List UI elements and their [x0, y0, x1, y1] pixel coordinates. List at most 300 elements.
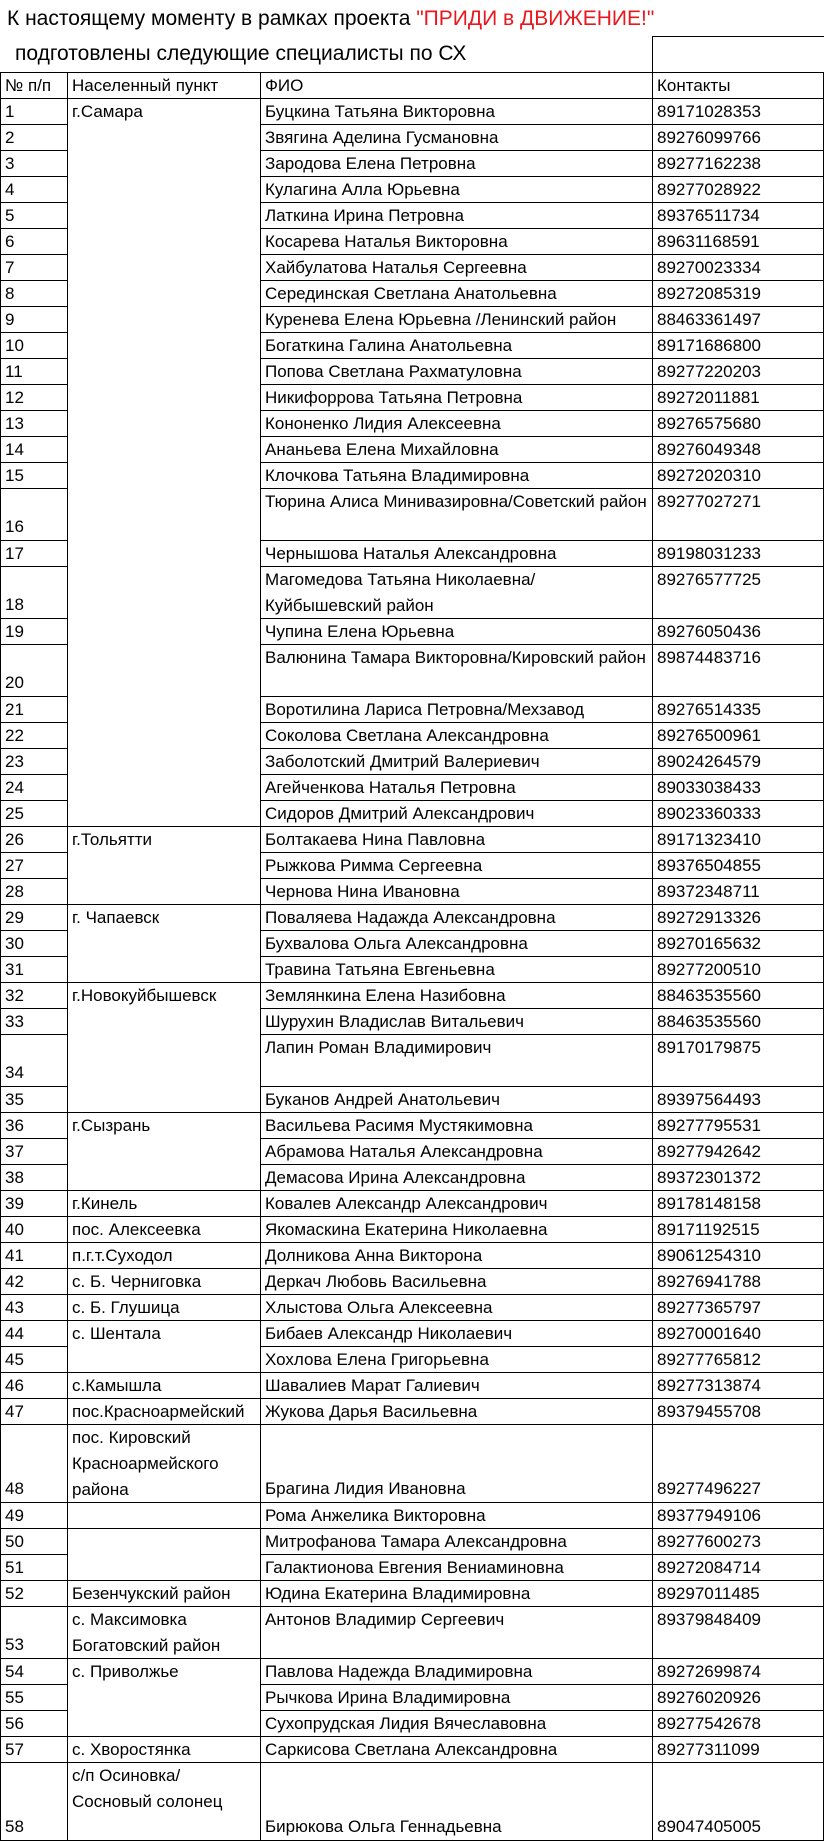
cell-name[interactable]: Соколова Светлана Александровна — [265, 726, 549, 745]
cell-name[interactable]: Бирюкова Ольга Геннадьевна — [265, 1817, 502, 1836]
cell-phone[interactable]: 89270023334 — [657, 258, 762, 277]
cell-phone[interactable]: 89874483716 — [657, 648, 762, 667]
table-row — [0, 1554, 824, 1580]
table-row — [0, 436, 824, 462]
cell-name[interactable]: Латкина Ирина Петровна — [265, 206, 464, 225]
cell-place[interactable] — [67, 878, 260, 904]
cell-phone[interactable]: 89171686800 — [657, 336, 762, 355]
cell-num[interactable]: 23 — [5, 752, 24, 771]
cell-name[interactable]: Звягина Аделина Гусмановна — [265, 128, 499, 147]
cell-name[interactable]: Тюрина Алиса Минивазировна/Советский район — [265, 492, 647, 511]
cell-num[interactable]: 4 — [5, 180, 15, 199]
cell-phone[interactable]: 89372348711 — [657, 882, 760, 901]
cell-num[interactable]: 20 — [5, 673, 24, 692]
h-gridline — [0, 1398, 67, 1399]
cell-num[interactable]: 46 — [5, 1376, 24, 1395]
cell-num[interactable]: 56 — [5, 1714, 24, 1733]
cell-name[interactable]: Жукова Дарья Васильевна — [265, 1402, 478, 1421]
cell-name[interactable]: Якомаскина Екатерина Николаевна — [265, 1220, 548, 1239]
cell-place[interactable] — [67, 462, 260, 488]
cell-phone[interactable]: 89277028922 — [657, 180, 762, 199]
title-cell[interactable] — [0, 0, 824, 36]
cell-phone[interactable]: 89277600273 — [657, 1532, 762, 1551]
h-gridline — [652, 36, 824, 37]
cell-num[interactable]: 27 — [5, 856, 24, 875]
cell-name[interactable]: Хохлова Елена Григорьевна — [265, 1350, 489, 1369]
cell-name[interactable]: Васильева Расимя Мустякимовна — [265, 1116, 533, 1135]
cell-place[interactable] — [67, 254, 260, 280]
cell-place[interactable] — [67, 1684, 260, 1710]
cell-phone[interactable]: 89272011881 — [657, 388, 760, 407]
table-row — [0, 748, 824, 774]
cell-name[interactable]: Воротилина Лариса Петровна/Мехзавод — [265, 700, 585, 719]
h-gridline — [0, 1554, 67, 1555]
cell-phone[interactable]: 89276020926 — [657, 1688, 762, 1707]
cell-num[interactable]: 37 — [5, 1142, 24, 1161]
h-gridline — [260, 1398, 824, 1399]
cell-place[interactable]: г.Самара — [72, 102, 143, 121]
cell-name[interactable]: Лапин Роман Владимирович — [265, 1038, 492, 1057]
h-gridline — [0, 1164, 67, 1165]
table-row — [0, 124, 824, 150]
cell-phone[interactable]: 89023360333 — [657, 804, 762, 823]
cell-num[interactable]: 25 — [5, 804, 24, 823]
cell-name[interactable]: Демасова Ирина Александровна — [265, 1168, 526, 1187]
cell-num[interactable]: 19 — [5, 622, 24, 641]
cell-num[interactable]: 28 — [5, 882, 24, 901]
cell-place[interactable]: г.Тольятти — [72, 830, 153, 849]
cell-place[interactable] — [67, 436, 260, 462]
cell-place[interactable] — [67, 852, 260, 878]
h-gridline — [260, 436, 824, 437]
cell-num[interactable]: 49 — [5, 1506, 24, 1525]
cell-phone[interactable]: 89033038433 — [657, 778, 762, 797]
cell-place[interactable] — [67, 956, 260, 982]
v-gridline — [260, 72, 261, 1840]
h-gridline — [0, 956, 67, 957]
cell-place[interactable]: с.Камышла — [72, 1376, 162, 1395]
cell-num[interactable]: 9 — [5, 310, 15, 329]
cell-num[interactable]: 30 — [5, 934, 24, 953]
h-gridline — [0, 72, 824, 73]
cell-name[interactable]: Буканов Андрей Анатольевич — [265, 1090, 501, 1109]
cell-phone[interactable]: 89272085319 — [657, 284, 762, 303]
cell-phone[interactable]: 89631168591 — [657, 232, 760, 251]
table-row — [0, 956, 824, 982]
cell-phone[interactable]: 88463535560 — [657, 986, 762, 1005]
cell-name[interactable]: Косарева Наталья Викторовна — [265, 232, 508, 251]
cell-place[interactable]: Безенчукский район — [72, 1584, 231, 1603]
cell-phone[interactable]: 89276050436 — [657, 622, 762, 641]
cell-name[interactable]: Землянкина Елена Назибовна — [265, 986, 506, 1005]
cell-num[interactable]: 29 — [5, 908, 24, 927]
cell-phone[interactable]: 89272084714 — [657, 1558, 762, 1577]
cell-place[interactable]: п.г.т.Суходол — [72, 1246, 173, 1265]
cell-phone[interactable]: 89171323410 — [657, 830, 762, 849]
cell-place[interactable]: г.Сызрань — [72, 1116, 151, 1135]
cell-num[interactable]: 34 — [5, 1063, 24, 1082]
cell-num[interactable]: 54 — [5, 1662, 24, 1681]
cell-name[interactable]: Магомедова Татьяна Николаевна/Куйбышевский район — [265, 570, 536, 615]
cell-name[interactable]: Болтакаева Нина Павловна — [265, 830, 486, 849]
cell-phone[interactable]: 89277200510 — [657, 960, 762, 979]
h-gridline — [260, 774, 824, 775]
cell-name[interactable]: Рычкова Ирина Владимировна — [265, 1688, 511, 1707]
h-gridline — [0, 774, 67, 775]
cell-place[interactable]: с. Хворостянка — [72, 1740, 191, 1759]
table-row — [0, 1164, 824, 1190]
cell-phone[interactable]: 89198031233 — [657, 544, 762, 563]
cell-name[interactable]: Бибаев Александр Николаевич — [265, 1324, 513, 1343]
cell-phone[interactable]: 89272699874 — [657, 1662, 762, 1681]
cell-num[interactable]: 55 — [5, 1688, 24, 1707]
cell-name[interactable]: Валюнина Тамара Викторовна/Кировский район — [265, 648, 646, 667]
cell-phone[interactable]: 89276049348 — [657, 440, 762, 459]
cell-num[interactable]: 52 — [5, 1584, 24, 1603]
cell-name[interactable]: Богаткина Галина Анатольевна — [265, 336, 513, 355]
cell-name[interactable]: Юдина Екатерина Владимировна — [265, 1584, 531, 1603]
cell-num[interactable]: 33 — [5, 1012, 24, 1031]
cell-phone[interactable]: 89277313874 — [657, 1376, 762, 1395]
cell-num[interactable]: 42 — [5, 1272, 24, 1291]
cell-num[interactable]: 26 — [5, 830, 24, 849]
h-gridline — [67, 1216, 260, 1217]
table-row — [0, 1190, 824, 1216]
cell-phone[interactable]: 89377949106 — [657, 1506, 762, 1525]
cell-place[interactable] — [67, 930, 260, 956]
h-gridline — [0, 1502, 67, 1503]
cell-place[interactable] — [67, 800, 260, 826]
cell-num[interactable]: 35 — [5, 1090, 24, 1109]
table-row — [0, 644, 824, 696]
cell-phone[interactable]: 89171028353 — [657, 102, 762, 121]
cell-name[interactable]: Абрамова Наталья Александровна — [265, 1142, 543, 1161]
cell-num[interactable]: 3 — [5, 154, 15, 173]
cell-name[interactable]: Шурухин Владислав Витальевич — [265, 1012, 525, 1031]
cell-place[interactable] — [67, 202, 260, 228]
cell-num[interactable]: 24 — [5, 778, 24, 797]
cell-phone[interactable]: 89379455708 — [657, 1402, 762, 1421]
cell-place[interactable]: с. Б. Глушица — [72, 1298, 180, 1317]
cell-place[interactable] — [67, 1710, 260, 1736]
cell-name[interactable]: Рома Анжелика Викторовна — [265, 1506, 486, 1525]
cell-name[interactable]: Сухопрудская Лидия Вячеславовна — [265, 1714, 547, 1733]
cell-phone[interactable]: 89276941788 — [657, 1272, 762, 1291]
h-gridline — [260, 956, 824, 957]
cell-place[interactable] — [67, 1502, 260, 1528]
cell-num[interactable]: 22 — [5, 726, 24, 745]
col-header-place[interactable]: Населенный пункт — [72, 76, 219, 95]
col-header-name[interactable]: ФИО — [265, 76, 304, 95]
cell-name[interactable]: Чупина Елена Юрьевна — [265, 622, 455, 641]
cell-name[interactable]: Долникова Анна Викторона — [265, 1246, 483, 1265]
cell-num[interactable]: 40 — [5, 1220, 24, 1239]
cell-place[interactable] — [67, 566, 260, 618]
cell-phone[interactable]: 89270165632 — [657, 934, 762, 953]
cell-phone[interactable]: 89277795531 — [657, 1116, 762, 1135]
h-gridline — [0, 202, 67, 203]
cell-name[interactable]: Буцкина Татьяна Викторовна — [265, 102, 495, 121]
h-gridline — [0, 904, 67, 905]
table-row — [0, 878, 824, 904]
cell-phone[interactable]: 89277942642 — [657, 1142, 762, 1161]
cell-place[interactable]: пос. Кировский Красноармейского района — [72, 1428, 219, 1499]
cell-num[interactable]: 1 — [5, 102, 15, 121]
cell-place[interactable] — [67, 228, 260, 254]
h-gridline — [260, 488, 824, 489]
cell-num[interactable]: 38 — [5, 1168, 24, 1187]
h-gridline — [0, 1320, 67, 1321]
cell-num[interactable]: 17 — [5, 544, 24, 563]
table-row — [0, 1112, 824, 1138]
table-row — [0, 1762, 824, 1840]
cell-place[interactable] — [67, 150, 260, 176]
cell-name[interactable]: Сидоров Дмитрий Александрович — [265, 804, 535, 823]
cell-num[interactable]: 57 — [5, 1740, 24, 1759]
cell-name[interactable]: Кулагина Алла Юрьевна — [265, 180, 460, 199]
h-gridline — [0, 124, 67, 125]
cell-name[interactable]: Шавалиев Марат Галиевич — [265, 1376, 480, 1395]
cell-num[interactable]: 50 — [5, 1532, 24, 1551]
cell-name[interactable]: Брагина Лидия Ивановна — [265, 1479, 466, 1498]
cell-name[interactable]: Галактионова Евгения Вениаминовна — [265, 1558, 564, 1577]
cell-phone[interactable]: 89376511734 — [657, 206, 760, 225]
cell-num[interactable]: 43 — [5, 1298, 24, 1317]
cell-place[interactable] — [67, 696, 260, 722]
cell-num[interactable]: 44 — [5, 1324, 24, 1343]
cell-name[interactable]: Попова Светлана Рахматуловна — [265, 362, 522, 381]
cell-phone[interactable]: 89276514335 — [657, 700, 762, 719]
cell-place[interactable] — [67, 410, 260, 436]
cell-num[interactable]: 31 — [5, 960, 24, 979]
col-header-contacts[interactable]: Контакты — [657, 76, 731, 95]
cell-num[interactable]: 53 — [5, 1635, 24, 1654]
cell-place[interactable]: пос. Алексеевка — [72, 1220, 201, 1239]
cell-num[interactable]: 51 — [5, 1558, 24, 1577]
h-gridline — [0, 1294, 67, 1295]
cell-num[interactable]: 45 — [5, 1350, 24, 1369]
h-gridline — [0, 1190, 67, 1191]
cell-num[interactable]: 58 — [5, 1817, 24, 1836]
subtitle-cell[interactable]: подготовлены следующие специалисты по СХ — [15, 42, 467, 65]
cell-name[interactable]: Чернова Нина Ивановна — [265, 882, 460, 901]
cell-num[interactable]: 14 — [5, 440, 24, 459]
cell-num[interactable]: 13 — [5, 414, 24, 433]
cell-num[interactable]: 21 — [5, 700, 24, 719]
cell-place[interactable]: с/п Осиновка/Сосновый солонец — [72, 1766, 223, 1811]
cell-name[interactable]: Кононенко Лидия Алексеевна — [265, 414, 501, 433]
cell-place[interactable] — [67, 1164, 260, 1190]
cell-name[interactable]: Поваляева Надажда Александровна — [265, 908, 556, 927]
table-row — [0, 774, 824, 800]
cell-place[interactable] — [67, 1138, 260, 1164]
h-gridline — [67, 1320, 260, 1321]
table-row — [0, 800, 824, 826]
cell-place[interactable]: с. Приволжье — [72, 1662, 179, 1681]
h-gridline — [0, 930, 67, 931]
cell-name[interactable]: Ковалев Александр Александрович — [265, 1194, 548, 1213]
table-row — [0, 1736, 824, 1762]
cell-phone[interactable]: 89277765812 — [657, 1350, 762, 1369]
cell-name[interactable]: Агейченкова Наталья Петровна — [265, 778, 516, 797]
cell-num[interactable]: 5 — [5, 206, 15, 225]
cell-place[interactable] — [67, 1008, 260, 1034]
h-gridline — [0, 410, 67, 411]
h-gridline — [260, 1580, 824, 1581]
cell-name[interactable]: Хлыстова Ольга Алексеевна — [265, 1298, 493, 1317]
cell-name[interactable]: Митрофанова Тамара Александровна — [265, 1532, 567, 1551]
cell-phone[interactable]: 89277027271 — [657, 492, 762, 511]
h-gridline — [67, 1762, 260, 1763]
cell-place[interactable] — [67, 1086, 260, 1112]
cell-name[interactable]: Куренева Елена Юрьевна /Ленинский район — [265, 310, 617, 329]
table-row — [0, 1658, 824, 1684]
cell-name[interactable]: Заболотский Дмитрий Валериевич — [265, 752, 540, 771]
cell-phone[interactable]: 89276577725 — [657, 570, 762, 589]
cell-num[interactable]: 48 — [5, 1479, 24, 1498]
table-row — [0, 1034, 824, 1086]
cell-name[interactable]: Саркисова Светлана Александровна — [265, 1740, 558, 1759]
cell-num[interactable]: 2 — [5, 128, 15, 147]
cell-place[interactable] — [67, 1554, 260, 1580]
cell-place[interactable] — [67, 1034, 260, 1086]
cell-num[interactable]: 39 — [5, 1194, 24, 1213]
cell-name[interactable]: Хайбулатова Наталья Сергеевна — [265, 258, 527, 277]
cell-place[interactable]: пос.Красноармейский — [72, 1402, 245, 1421]
cell-place[interactable] — [67, 774, 260, 800]
cell-phone[interactable]: 89297011485 — [657, 1584, 760, 1603]
cell-phone[interactable]: 89277162238 — [657, 154, 762, 173]
cell-name[interactable]: Деркач Любовь Васильевна — [265, 1272, 487, 1291]
h-gridline — [0, 488, 67, 489]
table-row — [0, 98, 824, 124]
cell-name[interactable]: Рыжкова Римма Сергеевна — [265, 856, 483, 875]
h-gridline — [0, 696, 67, 697]
cell-phone[interactable]: 89272913326 — [657, 908, 762, 927]
cell-place[interactable] — [67, 540, 260, 566]
cell-name[interactable]: Травина Татьяна Евгеньевна — [265, 960, 495, 979]
cell-num[interactable]: 36 — [5, 1116, 24, 1135]
table-row — [0, 1606, 824, 1658]
cell-num[interactable]: 6 — [5, 232, 15, 251]
cell-name[interactable]: Бухвалова Ольга Александровна — [265, 934, 528, 953]
cell-phone[interactable]: 89276500961 — [657, 726, 762, 745]
cell-phone[interactable]: 89277542678 — [657, 1714, 762, 1733]
cell-phone[interactable]: 88463361497 — [657, 310, 762, 329]
h-gridline — [0, 1762, 67, 1763]
cell-num[interactable]: 47 — [5, 1402, 24, 1421]
cell-num[interactable]: 16 — [5, 517, 24, 536]
cell-num[interactable]: 8 — [5, 284, 15, 303]
cell-place[interactable] — [67, 384, 260, 410]
cell-phone[interactable]: 89277365797 — [657, 1298, 762, 1317]
cell-phone[interactable]: 89372301372 — [657, 1168, 762, 1187]
v-gridline — [652, 72, 653, 1840]
cell-phone[interactable]: 89397564493 — [657, 1090, 762, 1109]
h-gridline — [0, 1112, 67, 1113]
h-gridline — [260, 1268, 824, 1269]
h-gridline — [260, 1684, 824, 1685]
cell-num[interactable]: 15 — [5, 466, 24, 485]
cell-phone[interactable]: 89272020310 — [657, 466, 762, 485]
cell-name[interactable]: Зародова Елена Петровна — [265, 154, 476, 173]
cell-place[interactable] — [67, 176, 260, 202]
cell-place[interactable] — [67, 306, 260, 332]
cell-phone[interactable]: 89024264579 — [657, 752, 762, 771]
cell-num[interactable]: 41 — [5, 1246, 24, 1265]
cell-place[interactable]: с. Шентала — [72, 1324, 161, 1343]
cell-name[interactable]: Никифоррова Татьяна Петровна — [265, 388, 523, 407]
cell-place[interactable]: г.Кинель — [72, 1194, 138, 1213]
cell-place[interactable] — [67, 1528, 260, 1554]
cell-place[interactable] — [67, 1346, 260, 1372]
cell-num[interactable]: 18 — [5, 595, 24, 614]
cell-num[interactable]: 11 — [5, 362, 23, 381]
cell-place[interactable]: г. Чапаевск — [72, 908, 160, 927]
cell-place[interactable] — [67, 722, 260, 748]
cell-phone[interactable]: 89277496227 — [657, 1479, 762, 1498]
cell-num[interactable]: 7 — [5, 258, 15, 277]
cell-num[interactable]: 32 — [5, 986, 24, 1005]
cell-phone[interactable]: 89178148158 — [657, 1194, 762, 1213]
cell-place[interactable] — [67, 280, 260, 306]
cell-name[interactable]: Серединская Светлана Анатольевна — [265, 284, 557, 303]
cell-place[interactable] — [67, 124, 260, 150]
cell-phone[interactable]: 89061254310 — [657, 1246, 762, 1265]
cell-name[interactable]: Чернышова Наталья Александровна — [265, 544, 557, 563]
cell-place[interactable] — [67, 332, 260, 358]
col-header-num[interactable]: № п/п — [5, 76, 52, 95]
cell-place[interactable]: с. Б. Черниговка — [72, 1272, 202, 1291]
table-row — [0, 852, 824, 878]
h-gridline — [0, 254, 67, 255]
h-gridline — [260, 1762, 824, 1763]
h-gridline — [260, 280, 824, 281]
cell-place[interactable]: г.Новокуйбышевск — [72, 986, 217, 1005]
cell-num[interactable]: 12 — [5, 388, 24, 407]
cell-place[interactable]: с. Максимовка Богатовский район — [72, 1610, 221, 1655]
cell-place[interactable] — [67, 748, 260, 774]
cell-phone[interactable]: 89276575680 — [657, 414, 762, 433]
cell-num[interactable]: 10 — [5, 336, 24, 355]
cell-phone[interactable]: 89379848409 — [657, 1610, 762, 1629]
cell-phone[interactable]: 89277311099 — [657, 1740, 760, 1759]
cell-name[interactable]: Антонов Владимир Сергеевич — [265, 1610, 505, 1629]
cell-phone[interactable]: 89047405005 — [657, 1817, 762, 1836]
h-gridline — [260, 228, 824, 229]
cell-phone[interactable]: 89170179875 — [657, 1038, 762, 1057]
h-gridline — [260, 566, 824, 567]
cell-phone[interactable]: 89277220203 — [657, 362, 762, 381]
h-gridline — [260, 176, 824, 177]
table-row — [0, 410, 824, 436]
cell-phone[interactable]: 89270001640 — [657, 1324, 762, 1343]
cell-place[interactable] — [67, 618, 260, 644]
cell-phone[interactable]: 89171192515 — [657, 1220, 760, 1239]
cell-place[interactable] — [67, 358, 260, 384]
cell-place[interactable] — [67, 488, 260, 540]
cell-name[interactable]: Ананьева Елена Михайловна — [265, 440, 499, 459]
table-row — [0, 358, 824, 384]
cell-phone[interactable]: 89376504855 — [657, 856, 762, 875]
cell-name[interactable]: Клочкова Татьяна Владимировна — [265, 466, 530, 485]
cell-phone[interactable]: 89276099766 — [657, 128, 762, 147]
cell-place[interactable] — [67, 644, 260, 696]
cell-phone[interactable]: 88463535560 — [657, 1012, 762, 1031]
h-gridline — [0, 1086, 67, 1087]
h-gridline — [67, 1242, 260, 1243]
cell-name[interactable]: Павлова Надежда Владимировна — [265, 1662, 533, 1681]
